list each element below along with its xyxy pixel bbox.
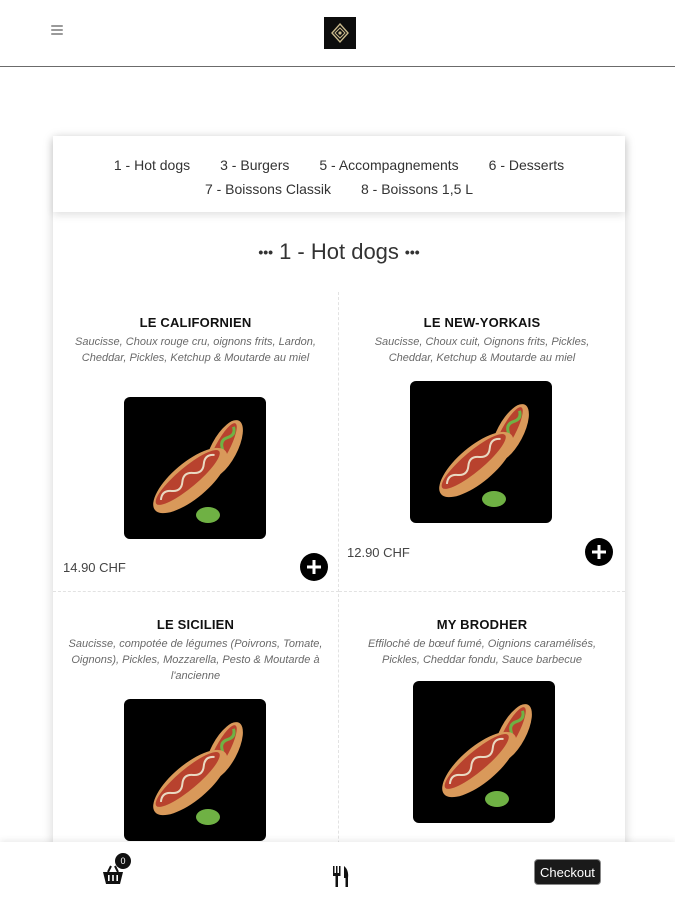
- product-price: 14.90 CHF: [63, 560, 126, 575]
- product-name: MY BRODHER: [436, 617, 528, 632]
- product-price: 12.90 CHF: [347, 545, 410, 560]
- category-row-2: [53, 177, 625, 201]
- product-name: LE CALIFORNIEN: [139, 315, 252, 330]
- product-description: Saucisse, compotée de légumes (Poivrons, Tomate, Oignons), Pickles, Mozzarella, Pesto & Moutarde à l'ancienne: [68, 638, 323, 682]
- add-to-cart-button[interactable]: [300, 553, 328, 581]
- category-hot-dogs[interactable]: 1 - Hot dogs: [113, 157, 191, 173]
- section-title-text: 1 - Hot dogs: [279, 239, 399, 264]
- product-image[interactable]: [410, 381, 552, 523]
- hot-dog-icon: [124, 699, 266, 841]
- product-card[interactable]: [339, 292, 625, 592]
- product-card[interactable]: [53, 292, 339, 592]
- section-title: [53, 239, 625, 265]
- hamburger-menu-icon[interactable]: [51, 25, 63, 35]
- product-name: LE NEW-YORKAIS: [423, 315, 541, 330]
- section-decor-right: •••: [404, 244, 420, 260]
- product-description: Saucisse, Choux cuit, Oignons frits, Pickles, Cheddar, Ketchup & Moutarde au miel: [374, 336, 590, 364]
- category-desserts[interactable]: 6 - Desserts: [488, 157, 565, 173]
- product-image[interactable]: [124, 397, 266, 539]
- product-description: Effiloché de bœuf fumé, Oignions caramélisés, Pickles, Cheddar fondu, Sauce barbecue: [367, 638, 597, 666]
- top-bar: [0, 0, 675, 67]
- section-decor-left: •••: [258, 244, 274, 260]
- category-burgers[interactable]: 3 - Burgers: [220, 157, 290, 173]
- fork-knife-icon: [332, 864, 350, 888]
- cart-count-badge: 0: [115, 853, 131, 869]
- category-boissons-classik[interactable]: 7 - Boissons Classik: [204, 181, 331, 197]
- product-description: Saucisse, Choux rouge cru, oignons frits, Lardon, Cheddar, Pickles, Ketchup & Moutarde au miel: [75, 336, 316, 364]
- add-to-cart-button[interactable]: [585, 538, 613, 566]
- logo-emblem-icon: [328, 21, 352, 45]
- product-name: LE SICILIEN: [156, 617, 235, 632]
- hot-dog-icon: [413, 681, 555, 823]
- category-boissons-1-5l[interactable]: 8 - Boissons 1,5 L: [360, 181, 474, 197]
- menu-nav-button[interactable]: [332, 864, 350, 888]
- product-image[interactable]: [413, 681, 555, 823]
- category-row-1: [53, 153, 625, 177]
- hot-dog-icon: [410, 381, 552, 523]
- hot-dog-icon: [124, 397, 266, 539]
- category-accompagnements[interactable]: 5 - Accompagnements: [319, 157, 459, 173]
- plus-icon: [307, 560, 321, 574]
- menu-content: [53, 136, 625, 896]
- plus-icon: [592, 545, 606, 559]
- checkout-button[interactable]: Checkout: [534, 859, 601, 885]
- brand-logo[interactable]: [324, 17, 356, 49]
- bottom-nav: [0, 842, 675, 900]
- category-nav: [53, 136, 625, 212]
- product-image[interactable]: [124, 699, 266, 841]
